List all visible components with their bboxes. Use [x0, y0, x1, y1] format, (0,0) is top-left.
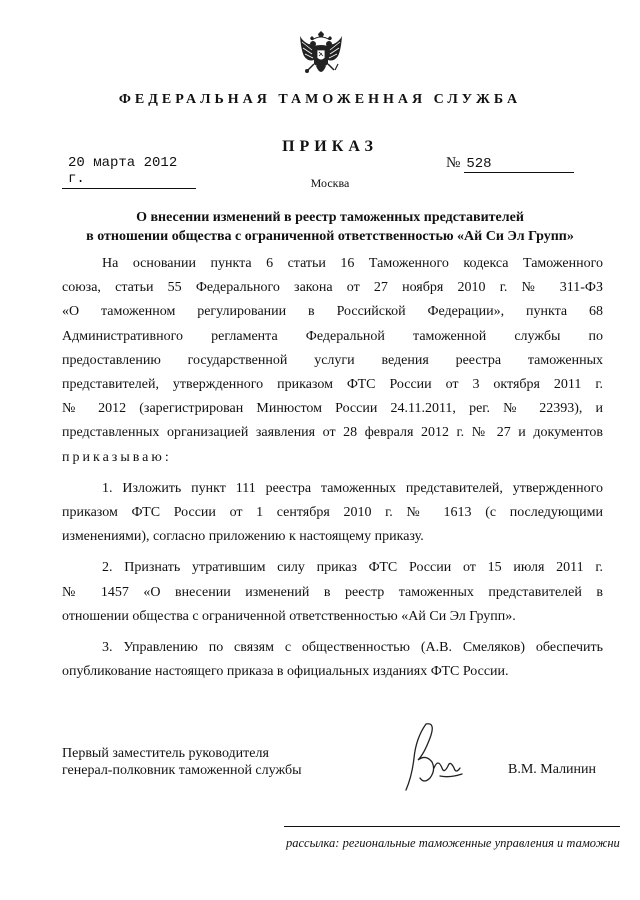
- body-line: № 2012 (зарегистрирован Минюстом России 24.11.2011, рег. № 22393), и: [62, 401, 603, 417]
- body-line: № 1457 «О внесении изменений в реестр таможенных представителей в: [62, 584, 603, 600]
- city: Москва: [310, 176, 350, 190]
- body-line: Административного регламента Федеральной таможенной службы по: [62, 328, 603, 344]
- agency-name: ФЕДЕРАЛЬНАЯ ТАМОЖЕННАЯ СЛУЖБА: [118, 92, 522, 107]
- order-number: [446, 155, 586, 173]
- body-line: «О таможенном регулировании в Российской Федерации», пункта 68: [62, 304, 603, 320]
- subject-line: в отношении общества с ограниченной ответственностью «Ай Си Эл Групп»: [86, 229, 574, 244]
- body-line: опубликование настоящего приказа в официальных изданиях ФТС России.: [62, 664, 509, 680]
- order-date: 20 марта 2012 г.: [62, 155, 196, 189]
- order-body: [62, 252, 603, 684]
- body-line: 1. Изложить пункт 111 реестра таможенных представителей, утвержденного: [102, 480, 603, 496]
- coat-of-arms-icon: [298, 30, 344, 84]
- body-line: предоставлению государственной услуги ведения реестра таможенных: [62, 352, 603, 368]
- order-title: ПРИКАЗ: [282, 138, 378, 155]
- footer-divider: [284, 826, 620, 827]
- number-sign: №: [446, 155, 461, 171]
- command-word: приказываю:: [62, 449, 172, 465]
- body-line: союза, статьи 55 Федерального закона от 27 ноября 2010 г. № 311-ФЗ: [62, 280, 603, 296]
- subject-line: О внесении изменений в реестр таможенных представителей: [136, 210, 524, 225]
- body-line: приказом ФТС России от 1 сентября 2010 г. № 1613 (с последующими: [62, 505, 603, 521]
- body-line: 3. Управлению по связям с общественностью (А.В. Смеляков) обеспечить: [102, 640, 603, 656]
- body-line: представителей, утвержденного приказом ФТС России от 3 октября 2011 г.: [62, 377, 603, 393]
- body-line: отношении общества с ограниченной ответственностью «Ай Си Эл Групп».: [62, 608, 516, 624]
- position-line: генерал-полковник таможенной службы: [62, 763, 302, 778]
- signatory-position: [62, 745, 301, 779]
- body-line: На основании пункта 6 статьи 16 Таможенного кодекса Таможенного: [102, 256, 603, 271]
- body-line: 2. Признать утратившим силу приказ ФТС России от 15 июля 2011 г.: [102, 560, 603, 576]
- signatory-name: В.М. Малинин: [508, 762, 597, 777]
- body-line: изменениями), согласно приложению к настоящему приказу.: [62, 529, 424, 545]
- position-line: Первый заместитель руководителя: [62, 746, 269, 761]
- body-line: представленных организацией заявления от 28 февраля 2012 г. № 27 и документов: [62, 425, 603, 441]
- number-value: 528: [464, 156, 574, 173]
- order-subject: [60, 208, 600, 246]
- mailing-list: рассылка: региональные таможенные управления и таможни: [286, 836, 620, 850]
- handwritten-signature: [396, 718, 468, 798]
